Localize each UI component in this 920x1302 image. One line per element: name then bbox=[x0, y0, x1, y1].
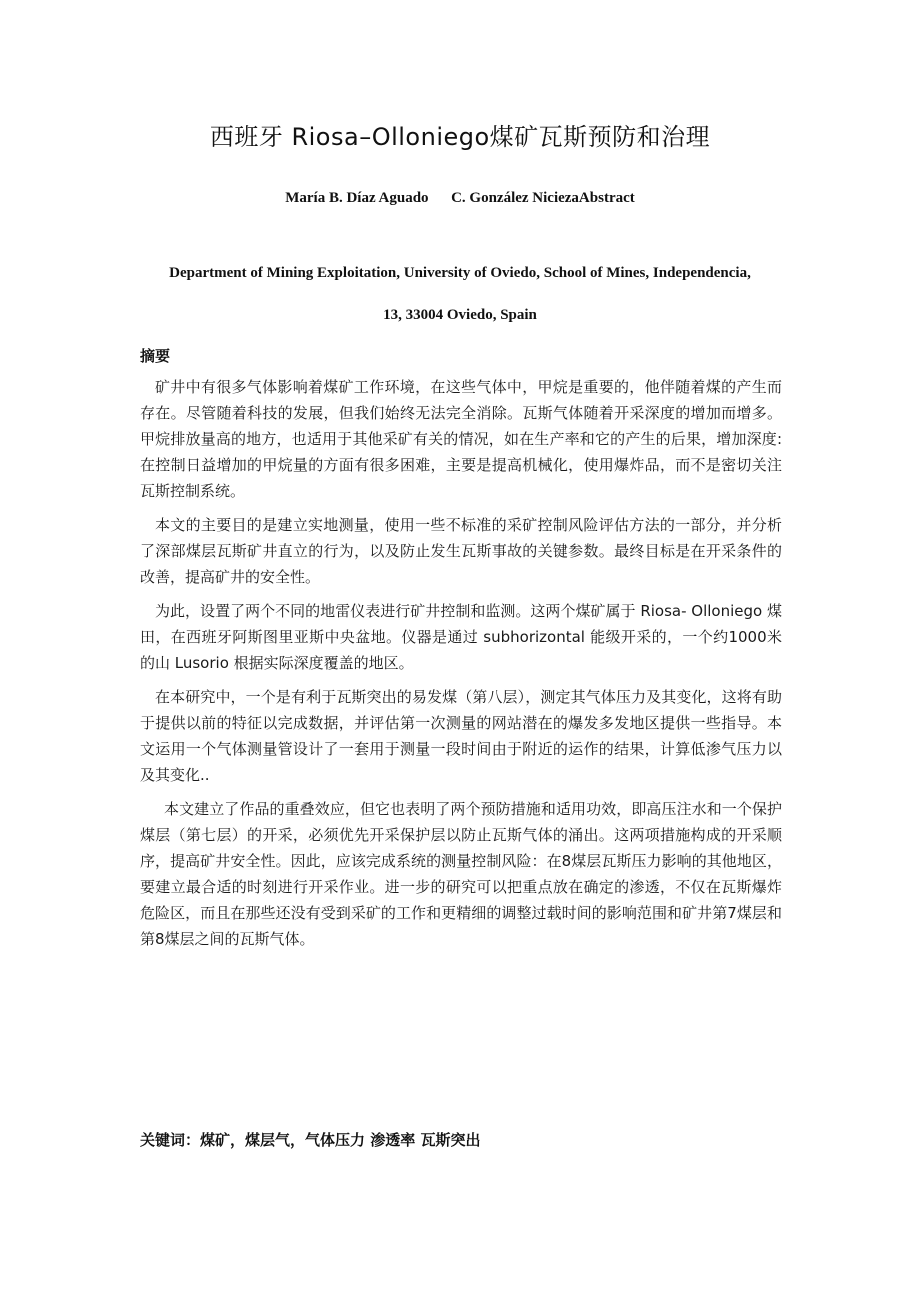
abstract-paragraph: 本文的主要目的是建立实地测量，使用一些不标准的采矿控制风险评估方法的一部分，并分析了深部煤层瓦斯矿井直立的行为，以及防止发生瓦斯事故的关键参数。最终目标是在开采条件的改善，提高矿井的安全性。 bbox=[140, 516, 782, 586]
affiliation-line: Department of Mining Exploitation, University of Oviedo, School of Mines, Independencia, bbox=[169, 265, 751, 281]
author-name: C. González NiciezaAbstract bbox=[451, 190, 635, 206]
author-line bbox=[0, 190, 920, 207]
abstract-paragraph: 在本研究中，一个是有利于瓦斯突出的易发煤（第八层），测定其气体压力及其变化，这将有助于提供以前的特征以完成数据，并评估第一次测量的网站潜在的爆发多发地区提供一些指导。本文运用一个气体测量管设计了一套用于测量一段时间由于附近的运作的结果，计算低渗气压力以及其变化.. bbox=[140, 688, 782, 784]
author-name: María B. Díaz Aguado bbox=[285, 190, 429, 206]
paper-title: 西班牙 Riosa–Olloniego煤矿瓦斯预防和治理 bbox=[209, 123, 711, 151]
affiliation bbox=[140, 252, 780, 336]
abstract-paragraph: 矿井中有很多气体影响着煤矿工作环境，在这些气体中，甲烷是重要的，他伴随着煤的产生而存在。尽管随着科技的发展，但我们始终无法完全消除。瓦斯气体随着开采深度的增加而增多。甲烷排放量高的地方，也适用于其他采矿有关的情况，如在生产率和它的产生的后果，增加深度: 在控制日益增加的甲烷量的方面有很多困难，主要是提高机械化，使用爆炸品，而不是密切关注瓦斯控制系统。 bbox=[140, 378, 782, 500]
abstract-heading: 摘要 bbox=[140, 347, 171, 365]
abstract-body bbox=[140, 374, 782, 960]
abstract-paragraph: 为此，设置了两个不同的地雷仪表进行矿井控制和监测。这两个煤矿属于 Riosa- Olloniego 煤田，在西班牙阿斯图里亚斯中央盆地。仪器是通过 subhorizontal 能级开采的，一个约1000米的山 Lusorio 根据实际深度覆盖的地区。 bbox=[140, 602, 782, 672]
abstract-paragraph: 本文建立了作品的重叠效应，但它也表明了两个预防措施和适用功效，即高压注水和一个保护煤层（第七层）的开采，必须优先开采保护层以防止瓦斯气体的涌出。这两项措施构成的开采顺序，提高矿井安全性。因此，应该完成系统的测量控制风险：在8煤层瓦斯压力影响的其他地区，要建立最合适的时刻进行开采作业。进一步的研究可以把重点放在确定的渗透，不仅在瓦斯爆炸危险区，而且在那些还没有受到采矿的工作和更精细的调整过载时间的影响范围和矿井第7煤层和第8煤层之间的瓦斯气体。 bbox=[140, 800, 782, 948]
affiliation-line: 13, 33004 Oviedo, Spain bbox=[383, 307, 537, 323]
keywords-line: 关键词：煤矿，煤层气，气体压力 渗透率 瓦斯突出 bbox=[140, 1131, 481, 1149]
author-spacer bbox=[429, 190, 452, 206]
